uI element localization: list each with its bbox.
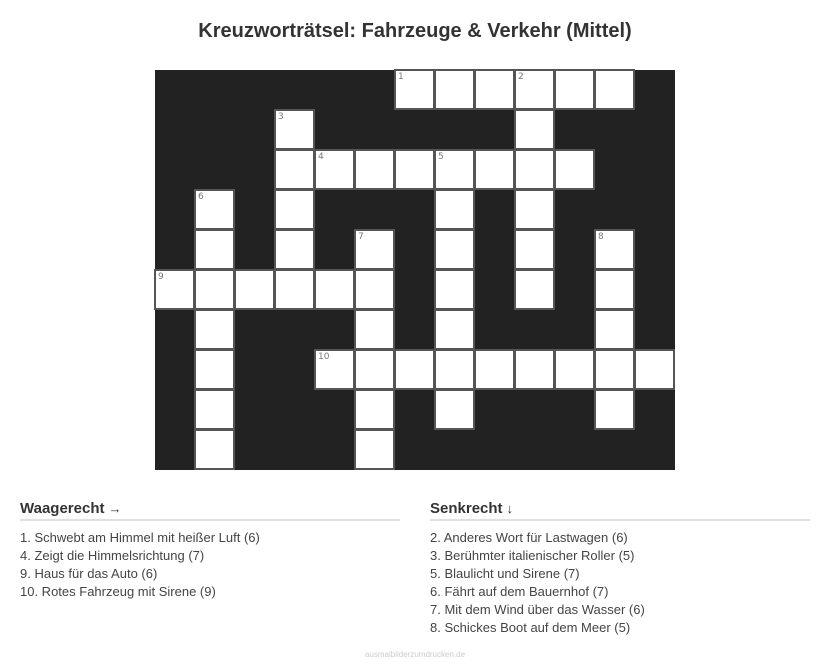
grid-cell[interactable] <box>354 229 395 270</box>
grid-cell[interactable] <box>434 309 475 350</box>
grid-cell[interactable] <box>314 349 355 390</box>
grid-cell[interactable] <box>394 69 435 110</box>
clue-number: 8 <box>598 232 604 242</box>
grid-cell[interactable] <box>434 229 475 270</box>
grid-cell[interactable] <box>274 149 315 190</box>
grid-cell[interactable] <box>594 309 635 350</box>
down-heading-label: Senkrecht <box>430 500 503 517</box>
grid-cell[interactable] <box>194 349 235 390</box>
grid-cell[interactable] <box>434 269 475 310</box>
grid-cell[interactable] <box>514 269 555 310</box>
clue-down: 7. Mit dem Wind über das Wasser (6) <box>430 602 645 617</box>
clue-down: 2. Anderes Wort für Lastwagen (6) <box>430 530 628 545</box>
down-heading <box>430 500 810 521</box>
clue-number: 10 <box>318 352 330 362</box>
grid-cell[interactable] <box>194 269 235 310</box>
clue-number: 1 <box>398 72 404 82</box>
across-heading-label: Waagerecht <box>20 500 105 517</box>
grid-cell[interactable] <box>394 149 435 190</box>
grid-cell[interactable] <box>194 309 235 350</box>
grid-cell[interactable] <box>474 149 515 190</box>
grid-cell[interactable] <box>474 69 515 110</box>
clue-down: 3. Berühmter italienischer Roller (5) <box>430 548 635 563</box>
grid-cell[interactable] <box>194 229 235 270</box>
grid-cell[interactable] <box>274 269 315 310</box>
grid-cell[interactable] <box>314 269 355 310</box>
grid-cell[interactable] <box>274 109 315 150</box>
grid-cell[interactable] <box>434 349 475 390</box>
grid-cell[interactable] <box>354 269 395 310</box>
arrow-right-icon: → <box>108 501 122 516</box>
grid-cell[interactable] <box>514 109 555 150</box>
grid-cell[interactable] <box>554 69 595 110</box>
grid-cell[interactable] <box>434 389 475 430</box>
grid-cell[interactable] <box>514 349 555 390</box>
grid-cell[interactable] <box>594 269 635 310</box>
grid-cell[interactable] <box>354 389 395 430</box>
crossword-grid <box>155 70 675 470</box>
clue-down: 6. Fährt auf dem Bauernhof (7) <box>430 584 609 599</box>
clue-down: 5. Blaulicht und Sirene (7) <box>430 566 580 581</box>
grid-cell[interactable] <box>594 229 635 270</box>
grid-cell[interactable] <box>594 349 635 390</box>
clue-number: 3 <box>278 112 284 122</box>
clue-across: 1. Schwebt am Himmel mit heißer Luft (6) <box>20 530 260 545</box>
arrow-down-icon: ↓ <box>506 501 514 516</box>
grid-cell[interactable] <box>354 309 395 350</box>
across-clues <box>20 500 400 601</box>
clue-number: 2 <box>518 72 524 82</box>
grid-cell[interactable] <box>354 149 395 190</box>
grid-cell[interactable] <box>434 149 475 190</box>
across-heading <box>20 500 400 521</box>
clue-number: 7 <box>358 232 364 242</box>
grid-cell[interactable] <box>554 149 595 190</box>
clue-number: 4 <box>318 152 324 162</box>
grid-cell[interactable] <box>634 349 675 390</box>
grid-cell[interactable] <box>594 389 635 430</box>
grid-cell[interactable] <box>314 149 355 190</box>
grid-cell[interactable] <box>194 429 235 470</box>
grid-cell[interactable] <box>274 189 315 230</box>
grid-cell[interactable] <box>434 69 475 110</box>
grid-cell[interactable] <box>154 269 195 310</box>
grid-cell[interactable] <box>234 269 275 310</box>
clue-number: 5 <box>438 152 444 162</box>
grid-cell[interactable] <box>594 69 635 110</box>
grid-cell[interactable] <box>354 349 395 390</box>
grid-cell[interactable] <box>554 349 595 390</box>
grid-cell[interactable] <box>394 349 435 390</box>
grid-cell[interactable] <box>514 149 555 190</box>
grid-cell[interactable] <box>434 189 475 230</box>
grid-cell[interactable] <box>514 189 555 230</box>
grid-cell[interactable] <box>474 349 515 390</box>
clue-across: 9. Haus für das Auto (6) <box>20 566 158 581</box>
footer-credit: ausmalbilderzumdrucken.de <box>364 650 466 659</box>
grid-cell[interactable] <box>194 389 235 430</box>
grid-cell[interactable] <box>514 229 555 270</box>
clue-number: 6 <box>198 192 204 202</box>
grid-cell[interactable] <box>194 189 235 230</box>
down-clues <box>430 500 810 637</box>
grid-cell[interactable] <box>354 429 395 470</box>
grid-cell[interactable] <box>514 69 555 110</box>
grid-cell[interactable] <box>274 229 315 270</box>
clue-down: 8. Schickes Boot auf dem Meer (5) <box>430 620 631 635</box>
clue-number: 9 <box>158 272 164 282</box>
clue-across: 4. Zeigt die Himmelsrichtung (7) <box>20 548 205 563</box>
page-title: Kreuzworträtsel: Fahrzeuge & Verkehr (Mittel) <box>198 20 632 42</box>
clue-across: 10. Rotes Fahrzeug mit Sirene (9) <box>20 584 216 599</box>
